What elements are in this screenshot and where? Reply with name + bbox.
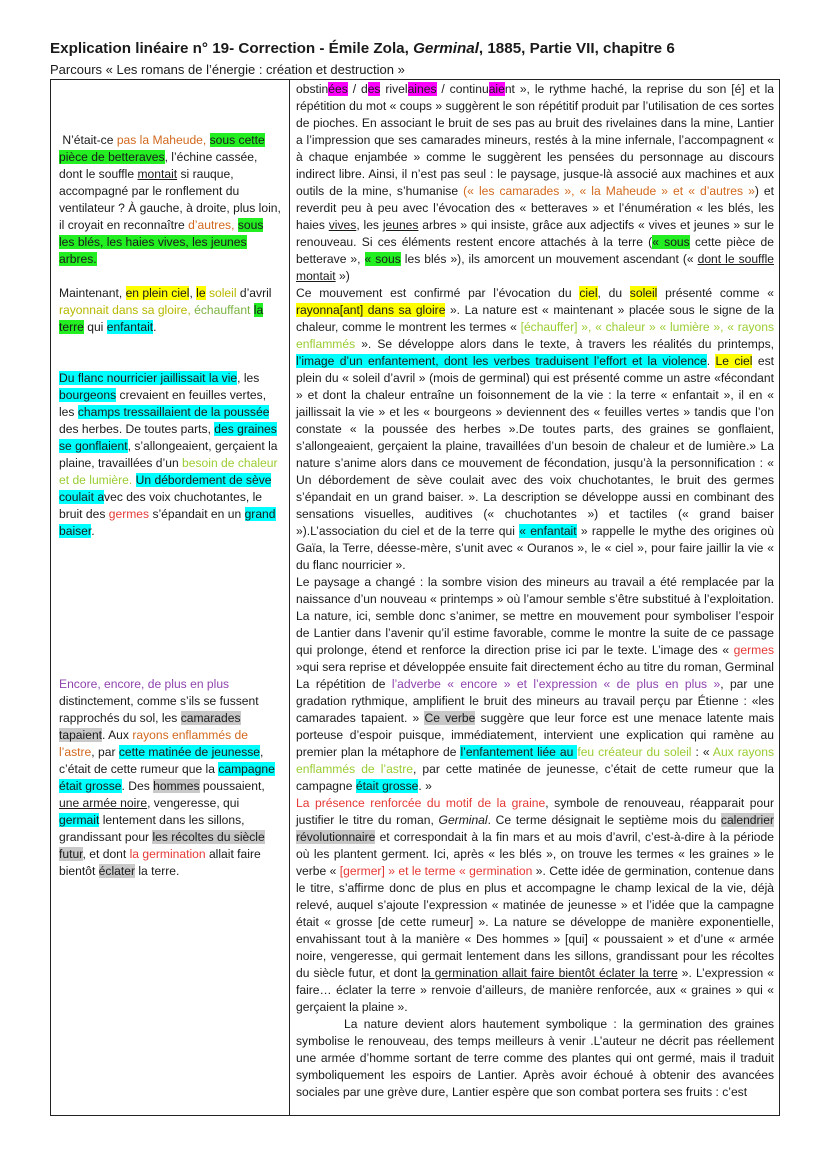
text-run: , c’était de cette rumeur que la [59,745,264,776]
text-run: . [153,320,157,334]
text-run: éclater [98,864,135,878]
text-run: La nature devient alors hautement symbolique : la germination des graines symbolise le renouveau, des temps meilleurs à venir .L’auteur ne décrit pas réellement une armée d’homme sortant de terre comme des plantes qui ont germé, mais il traduit symboliquement les espoirs de Lantier. Après avoir échoué à obtenir des avancées sociales par une grève dure, Lantier espère que son combat portera ses fruits : c’est [296,1017,774,1099]
text-run: La répétition de [296,677,392,691]
text-run: échauffant [194,303,254,317]
text-run: obstin [296,82,329,96]
text-run: La présence renforcée du motif de la graine [296,796,546,810]
commentary-paragraph-3 [296,574,774,676]
excerpt-paragraph-1 [59,132,281,268]
text-run: sous les blés, les haies vives, les jeunes arbres. [59,218,264,266]
text-run: [germer] » et le terme « germination [339,864,533,878]
text-run: . [706,354,716,368]
text-run: / continu [436,82,489,96]
text-run: , et dont [82,847,130,861]
text-run: Explication linéaire n° 19- Correction - Émile Zola, [50,40,414,57]
text-run: . Aux [102,728,133,742]
text-run: , s’allongeaient, gerçaient la plaine, travaillées d’un [59,439,278,470]
text-run: d’avril [236,286,272,300]
text-run: la terre. [134,864,180,878]
text-run: cette matinée de jeunesse [118,745,261,759]
analysis-table [50,79,780,1116]
text-run: les récoltes du siècle futur [59,830,265,861]
text-run: , 1885, Partie VII, chapitre 6 [478,40,675,57]
text-run: jeunes [382,218,419,232]
text-run: ». Cette idée de germination, contenue dans le titre, s’affirme donc de plus en plus et accompagne le champ lexical de la vie, déjà relevé, auquel s’ajoute l’expression « matinée de jeunesse » et l’idée que la campagne était « grosse [de cette rumeur] ». La nature se développe de manière exponentielle, envahissant tout à la manière « Des hommes » [qui] « poussaient » et d’une « armée noire, vengeresse, qui germait lentement dans les sillons, grandissant pour les récoltes du siècle futur, et dont [296,864,774,980]
text-run: la germination [129,847,206,861]
excerpt-paragraph-2 [59,285,281,336]
text-run: , l’échine cassée, dont le souffle [59,150,258,181]
text-run: l’enfantement liée au [460,745,578,759]
text-run: , les [356,218,383,232]
text-run: qui [83,320,107,334]
excerpt-paragraph-4 [59,676,281,880]
text-run: allait faire bientôt [59,847,261,878]
text-run: une armée noire [59,796,148,810]
commentary-column [296,81,774,1101]
text-run: ») [335,269,350,283]
text-run: montait [137,167,178,181]
text-run: champs tressaillaient de la poussée [77,405,270,419]
text-run: « sous [652,235,690,249]
text-run: soleil [629,286,658,300]
text-run: cette pièce de betterave », [296,235,774,266]
text-run: Du flanc nourricier jaillissait la vie [59,371,238,385]
text-run: ) et reverdit peu à peu avec l’évocation des « betteraves » et l’énumération « les blés, les haies [296,184,774,232]
text-run: lentement dans les sillons, grandissant pour [59,813,245,844]
text-run: l’adverbe « encore » et l’expression « de plus en plus » [391,677,721,691]
text-run: ». L’expression « faire… éclater la terre » renvoie d’ailleurs, de manière renforcée, aux « graines » qui « gerçaient la plaine ». [296,966,774,1014]
text-run: les blés »), ils amorcent un mouvement ascendant (« [400,252,698,266]
text-run: es [367,82,381,96]
text-run: , par [91,745,119,759]
text-run: soleil [208,286,237,300]
excerpt-paragraph-3 [59,370,281,540]
commentary-paragraph-1 [296,81,774,285]
text-run: , du [597,286,630,300]
text-run: Le ciel [715,354,753,368]
text-run: d’autres, [188,218,235,232]
text-run: , vengeresse, qui [147,796,240,810]
text-run: »qui sera reprise et développée ensuite fait directement écho au titre du roman, Germinal [296,660,774,674]
text-run: suggère que leur force est une menace latente mais porteuse d’espoir puisque, immédiatement, intervient une explication qui ramène au premier plan la métaphore de [296,711,775,759]
text-run: germes [733,643,774,657]
text-run: la terre [59,303,264,334]
text-run: hommes [153,779,200,793]
text-run: présenté comme « [657,286,774,300]
text-run: rayonnait dans sa gloire, [59,303,191,317]
text-run: vives [328,218,357,232]
text-run: , par une gradation rythmique, amplifient le bruit des mineurs au travail perçu par Étienne : «les camarades tapaient. » [296,677,774,725]
commentary-paragraph-6 [296,1016,774,1101]
text-run: germait [59,813,100,827]
text-run: . [91,524,95,538]
text-run: est plein du « soleil d’avril » (mois de germinal) qui est présenté comme un astre «fécondant » et dont la chaleur entraîne un foisonnement de la vie : la terre « enfantait », il en « jaillissait la vie » et les « bourgeons » deviennent des « feuilles vertes » tandis que l’on constate « la poussée des herbes ».De toutes parts, des graines se gonflaient, s’allongeaient, gerçaient la plaine, travaillées d’un besoin de chaleur et de lumière.» La nature s’anime alors dans ce mouvement de fécondation, jusqu’à la personnification : « Un débordement de sève coulait avec des voix chuchotantes, le bruit des germes s’épandait en un grand baiser. ». La description se développe aussi en combinant des sensations visuelles, auditives (« chuchotantes ») et tactiles (« grand baiser »).L’association du ciel et de la terre qui [296,354,774,538]
text-run: / d [347,82,368,96]
text-run: enfantait [106,320,154,334]
text-run: rayons enflammés de l’astre [59,728,248,759]
text-run: [échauffer] », « chaleur » « lumière », « rayons enflammés [296,320,774,351]
text-run: campagne était grosse [59,762,275,793]
text-run: arbres » qui insiste, grâce aux adjectifs « vives et jeunes » sur le renouveau. Si ces éléments restent encore attachés à la terre ( [296,218,774,249]
text-run: la germination allait faire bientôt éclater la terre [421,966,678,980]
text-run: poussaient, [199,779,265,793]
text-run: aie [488,82,505,96]
text-run: Aux rayons enflammés de l’astre [296,745,775,776]
text-run: distinctement, comme s’ils se fussent rapprochés du sol, les [59,694,259,725]
page-subtitle: Parcours « Les romans de l’énergie : création et destruction » [50,62,405,77]
text-run: l’image d’un enfantement, dont les verbes traduisent l’effort et la violence [296,354,707,368]
column-divider [289,80,290,1115]
text-run: , par cette matinée de jeunesse, c’était de cette rumeur que la campagne [296,762,774,793]
text-run: Le paysage a changé : la sombre vision des mineurs au travail a été remplacée par la naissance d’un nouveau « printemps » où l’amour semble s’être substitué à l’exploitation. La nature, ici, semble donc s’animer, se mettre en mouvement pour symboliser l’espoir de Lantier dans l’avenir qu’il estime favorable, comme le montre la suite de ce passage qui prolonge, étend et renforce la direction prise ici par le texte. L’image des « [296,575,774,657]
text-run: (« les camarades », « la Maheude » et « d’autres » [463,184,755,198]
text-run: grand baiser [59,507,276,538]
text-run: Un débordement de sève coulait a [59,473,272,504]
text-run: vec des voix chuchotantes, le bruit des [59,490,263,521]
text-run: besoin de chaleur et de lumière. [59,456,278,487]
text-run: « enfantait [519,524,577,538]
text-run: , symbole de renouveau, réapparait pour justifier le titre du roman, [296,796,774,827]
text-run: ées [328,82,348,96]
text-run: Encore, encore, de plus en plus [59,677,230,691]
text-run: et correspondait à la fin mars et au mois d’avril, c’est-à-dire à la période où les plantent germent. Ici, après « les blés », on trouve les termes « les graines » le verbe « [296,830,774,878]
text-run: le [196,286,206,300]
text-run: . Ce terme désignait le septième mois du [487,813,721,827]
text-run: des graines se gonflaient [59,422,277,453]
text-run: feu créateur du soleil [577,745,692,759]
text-run: : « [691,745,713,759]
text-run: rivel [380,82,408,96]
text-run: , [189,286,197,300]
text-run: . » [418,779,432,793]
text-run: Germinal [438,813,488,827]
text-run: . Des [121,779,154,793]
text-run: « sous [364,252,401,266]
text-run: germes [108,507,150,521]
text-run: camarades tapaient [59,711,241,742]
text-run: Ce mouvement est confirmé par l’évocation du [296,286,580,300]
commentary-paragraph-2 [296,285,774,574]
text-run: , les [237,371,260,385]
text-run: si rauque, accompagné par le ronflement du ventilateur ? À gauche, à droite, plus loin, il croyait en reconnaître [59,167,281,232]
text-run: ». La nature est « maintenant » placée sous le signe de la chaleur, comme le montrent les termes « [296,303,774,334]
commentary-paragraph-4 [296,676,774,795]
page-title [50,40,790,57]
text-run: nt », le rythme haché, la reprise du son [é] et la répétition du mot « coups » suggèrent le son répétitif produit par l’utilisation de ces sortes de pioches. En associant le bruit de ses pas au bruit des rivelaines dans la mine, Lantier a l’impression que ses camarades mineurs, restés à la mine infernale, l’accompagnent « à chaque enjambée » comme le suggèrent les pensées du personnage au discours indirect libre. Ainsi, il n’est pas seul : le paysage, jusque-là associé aux machines et aux outils de la mine, s’humanise [296,82,774,198]
text-run: crevaient en feuilles vertes, les [59,388,267,419]
text-run: en plein ciel [125,286,190,300]
text-run: bourgeons [59,388,117,402]
text-run: ciel [579,286,598,300]
text-run: N’était-ce [62,133,117,147]
text-run: calendrier révolutionnaire [296,813,774,844]
text-run: » rappelle le mythe des origines où Gaïa, la Terre, déesse-mère, s’unit avec « Ouranos », le « ciel », pour faire jaillir la vie « du flanc nourricier ». [296,524,774,572]
text-run: Ce verbe [424,711,476,725]
text-run: Maintenant, [59,286,126,300]
text-run: pas la Maheude, [116,133,207,147]
text-run: dont le souffle montait [296,252,774,283]
text-run: sous cette pièce de betteraves [59,133,265,164]
text-run: était grosse [355,779,419,793]
text-run: des herbes. De toutes parts, [59,422,215,436]
text-run: rayonna[ant] dans sa gloire [296,303,446,317]
text-run: s’épandait en un [149,507,245,521]
text-run: ». Se développe alors dans le texte, à travers les réalités du printemps, [355,337,774,351]
commentary-paragraph-5 [296,795,774,1016]
text-run: aines [407,82,437,96]
text-run: Germinal [413,40,479,57]
